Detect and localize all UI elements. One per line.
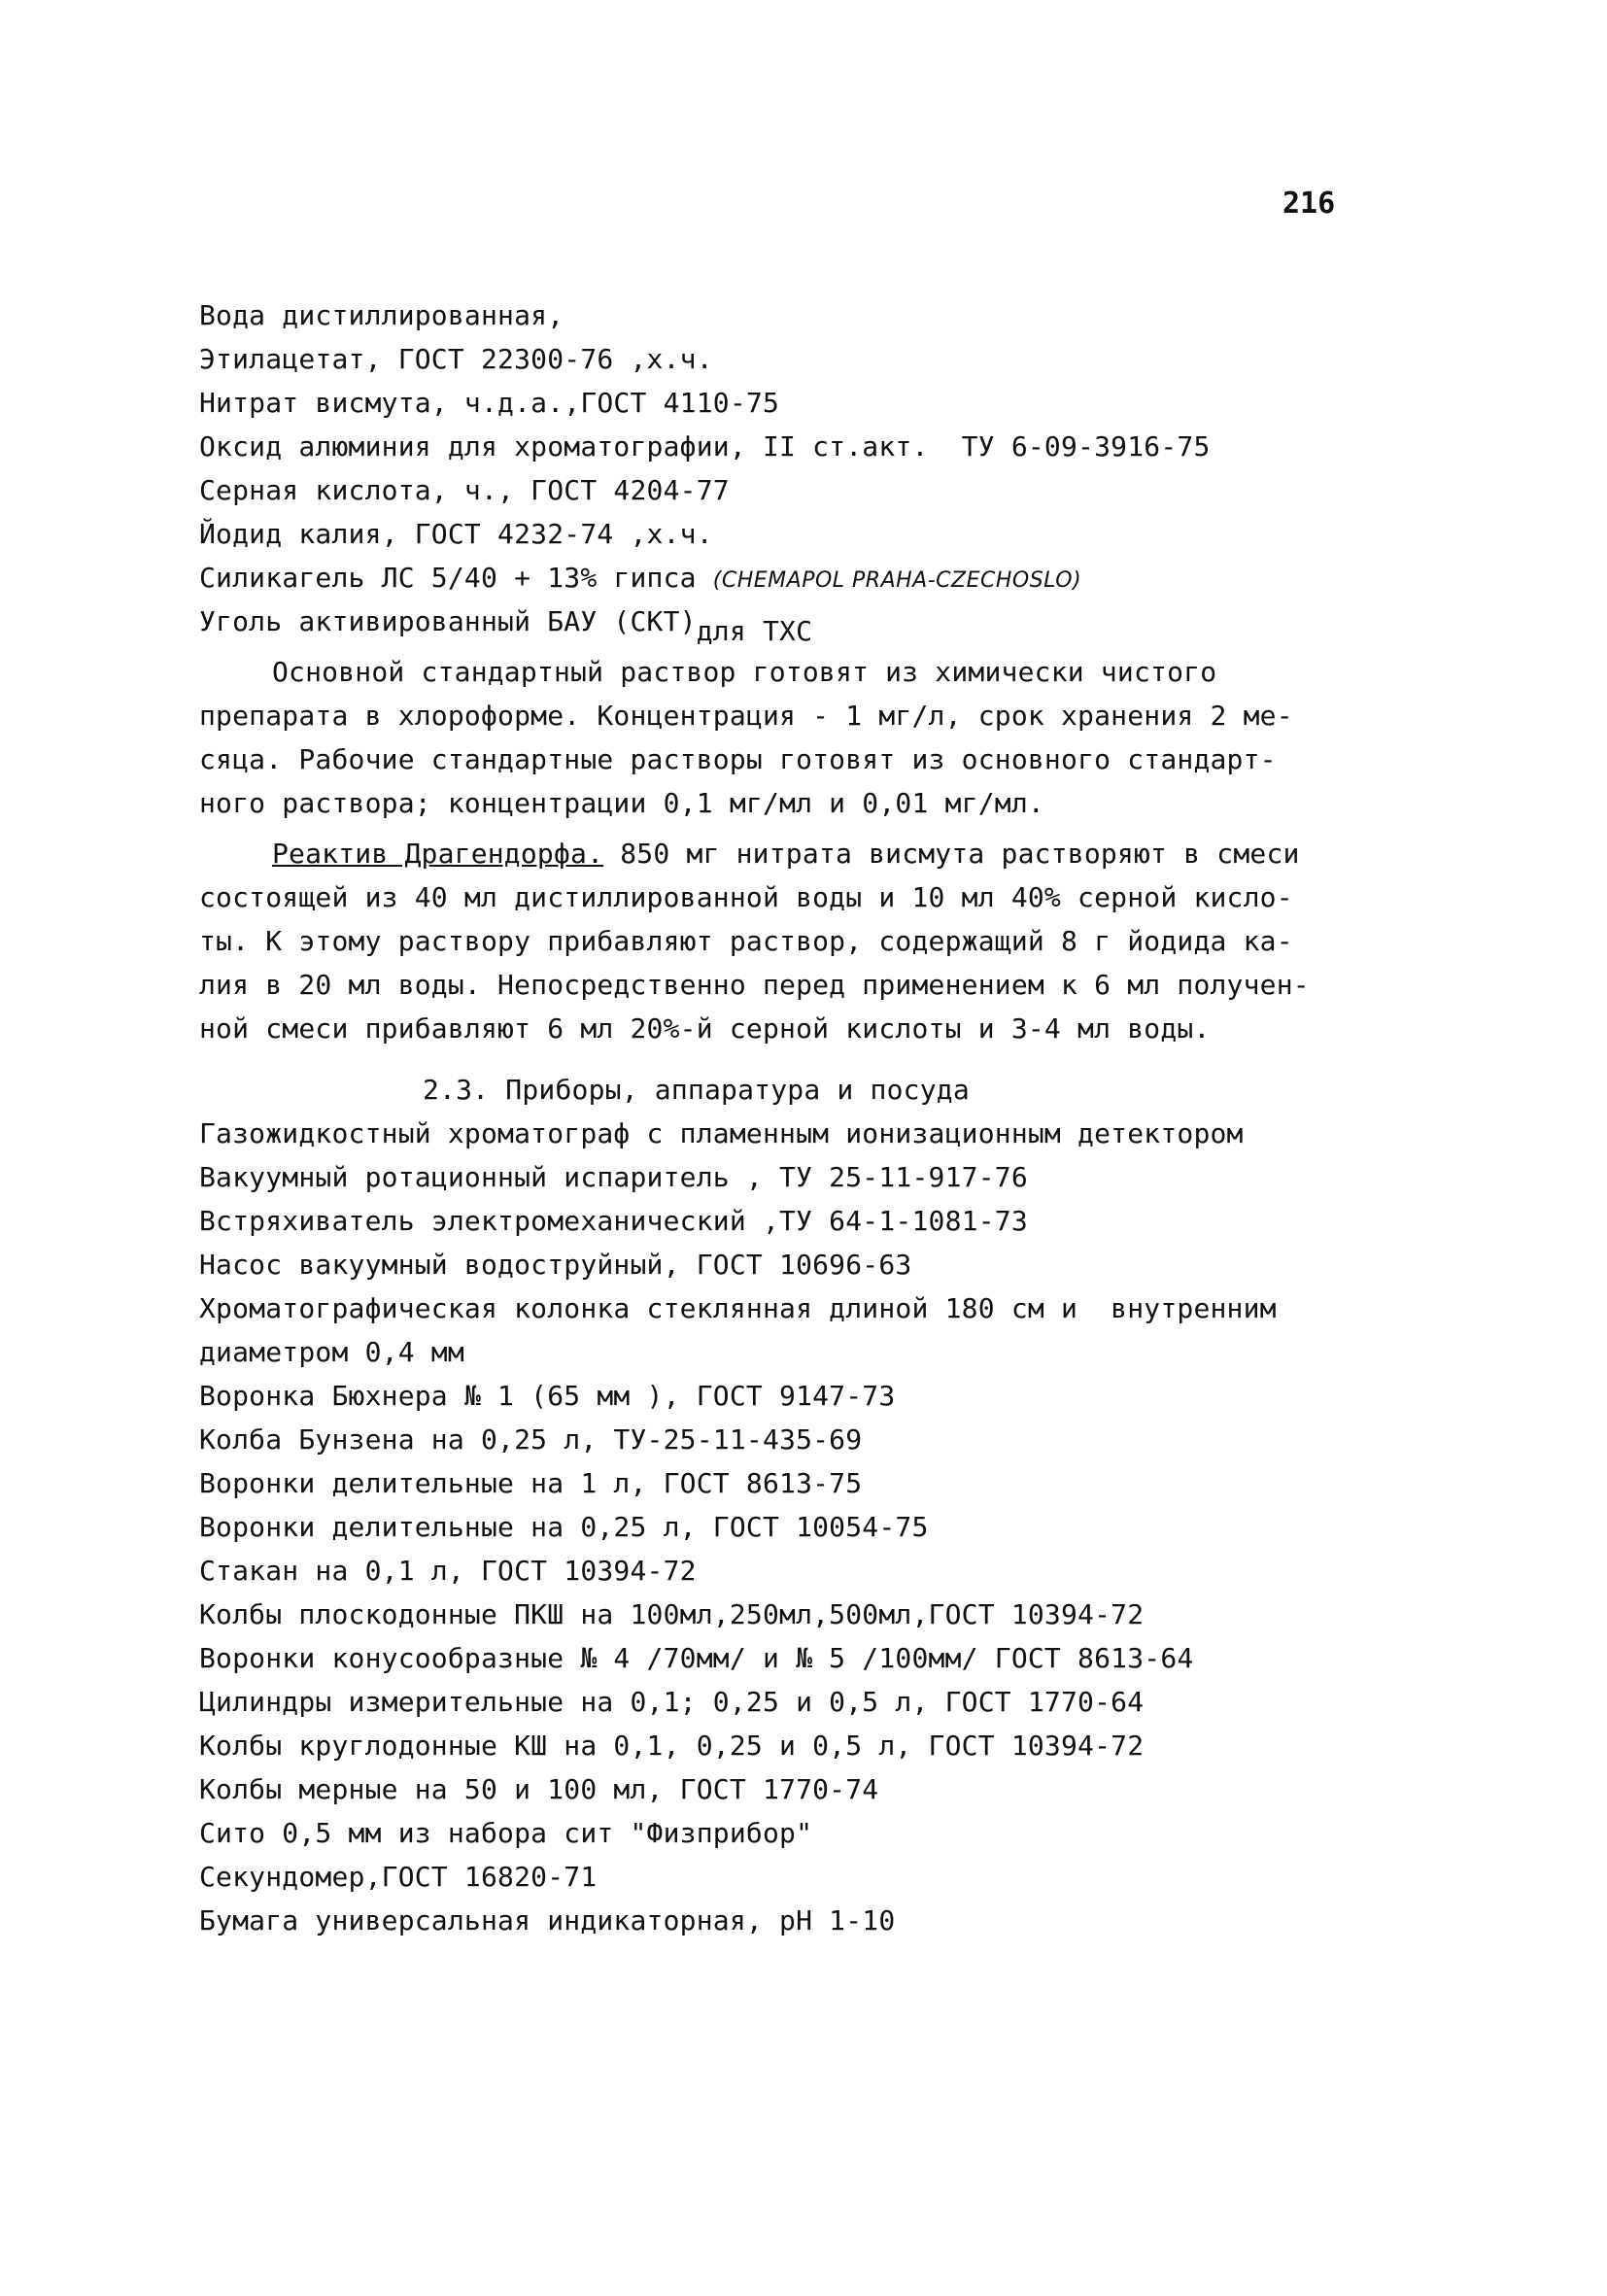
equipment-line: Воронки делительные на 1 л, ГОСТ 8613-75: [199, 1467, 863, 1499]
paragraph-line: препарата в хлороформе. Концентрация - 1 мг/л, срок хранения 2 ме-: [199, 700, 1293, 732]
equipment-line: Колбы плоскодонные ПКШ на 100мл,250мл,500мл,ГОСТ 10394-72: [199, 1598, 1145, 1630]
paragraph-line: [272, 838, 1300, 870]
reagent-line: [199, 605, 813, 647]
equipment-line: Воронка Бюхнера № 1 (65 мм ), ГОСТ 9147-73: [199, 1380, 896, 1412]
equipment-line: Сито 0,5 мм из набора сит "Физприбор": [199, 1817, 813, 1849]
equipment-line: Стакан на 0,1 л, ГОСТ 10394-72: [199, 1555, 697, 1587]
equipment-line: Колбы мерные на 50 и 100 мл, ГОСТ 1770-74: [199, 1773, 879, 1805]
equipment-line: Хроматографическая колонка стеклянная длиной 180 см и внутренним: [199, 1292, 1277, 1324]
equipment-line: Секундомер,ГОСТ 16820-71: [199, 1861, 598, 1893]
reagent-text: Уголь активированный БАУ (СКТ): [199, 605, 697, 637]
equipment-line: Цилиндры измерительные на 0,1; 0,25 и 0,5 л, ГОСТ 1770-64: [199, 1686, 1145, 1718]
reagent-text: Силикагель ЛС 5/40 + 13% гипса: [199, 562, 713, 594]
equipment-line: Насос вакуумный водоструйный, ГОСТ 10696-63: [199, 1249, 912, 1281]
reagent-line: Серная кислота, ч., ГОСТ 4204-77: [199, 474, 730, 506]
paragraph-line: ты. К этому раствору прибавляют раствор, содержащий 8 г йодида ка-: [199, 925, 1293, 957]
paragraph-line: ной смеси прибавляют 6 мл 20%-й серной кислоты и 3-4 мл воды.: [199, 1012, 1211, 1045]
equipment-line: Бумага универсальная индикаторная, рН 1-10: [199, 1904, 896, 1936]
equipment-line: Колба Бунзена на 0,25 л, ТУ-25-11-435-69: [199, 1423, 863, 1456]
paragraph-line: состоящей из 40 мл дистиллированной воды и 10 мл 40% серной кисло-: [199, 881, 1293, 913]
paragraph-line: сяца. Рабочие стандартные растворы готовят из основного стандарт-: [199, 743, 1277, 775]
equipment-line: Колбы круглодонные КШ на 0,1, 0,25 и 0,5 л, ГОСТ 10394-72: [199, 1730, 1145, 1762]
equipment-line: Встряхиватель электромеханический ,ТУ 64-1-1081-73: [199, 1205, 1028, 1237]
paragraph-line: ного раствора; концентрации 0,1 мг/мл и 0,01 мг/мл.: [199, 787, 1044, 819]
equipment-line: Воронки конусообразные № 4 /70мм/ и № 5 /100мм/ ГОСТ 8613-64: [199, 1642, 1194, 1674]
subscript-text: для ТХС: [696, 615, 813, 647]
reagent-title: Реактив Драгендорфа.: [272, 838, 604, 870]
equipment-line: Газожидкостный хроматограф с пламенным ионизационным детектором: [199, 1117, 1244, 1149]
equipment-line: Вакуумный ротационный испаритель , ТУ 25-11-917-76: [199, 1161, 1028, 1193]
reagent-line: Йодид калия, ГОСТ 4232-74 ,х.ч.: [199, 518, 713, 550]
reagent-line: [199, 562, 1081, 594]
equipment-line: диаметром 0,4 мм: [199, 1336, 464, 1368]
reagent-line: Этилацетат, ГОСТ 22300-76 ,х.ч.: [199, 343, 713, 375]
paragraph-line: лия в 20 мл воды. Непосредственно перед применением к 6 мл получен-: [199, 969, 1310, 1001]
reagent-line: Нитрат висмута, ч.д.а.,ГОСТ 4110-75: [199, 387, 780, 419]
paragraph-line: Основной стандартный раствор готовят из химически чистого: [272, 656, 1217, 688]
paragraph-text: 850 мг нитрата висмута растворяют в смеси: [603, 838, 1300, 870]
handwritten-note: (CHEMAPOL PRAHA-CZECHOSLO): [712, 568, 1082, 593]
reagent-line: Вода дистиллированная,: [199, 299, 564, 331]
section-heading: 2.3. Приборы, аппаратура и посуда: [423, 1074, 970, 1106]
page-number: 216: [1282, 187, 1336, 221]
reagent-line: Оксид алюминия для хроматографии, II ст.акт. ТУ 6-09-3916-75: [199, 430, 1211, 463]
equipment-line: Воронки делительные на 0,25 л, ГОСТ 10054-75: [199, 1511, 929, 1543]
